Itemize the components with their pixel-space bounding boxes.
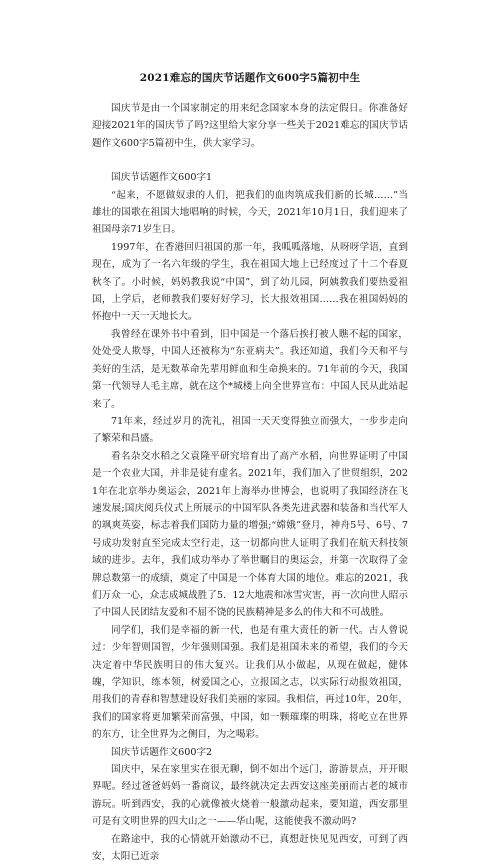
section-1-heading: 国庆节话题作文600字1 [111,172,213,184]
intro-paragraph: 国庆节是由一个国家制定的用来纪念国家本身的法定假日。你准备好迎接2021年的国庆节了吗?这里给大家分享一些关于2021难忘的国庆节话题作文600字5篇初中生，供大家学习。 [92,103,408,149]
body-paragraph: “起来，不愿做奴隶的人们，把我们的血肉筑成我们新的长城……”当雄壮的国歌在祖国大地唱响的时候，今天，2021年10月1日，我们迎来了祖国母亲71岁生日。 [92,189,408,236]
body-paragraph: 看名杂交水稻之父袁隆平研究培育出了高产水稻，向世界证明了中国是一个农业大国，并非是徒有虚名。2021年，我们加入了世贸组织，2021年在北京举办奥运会，2021年上海举办世博会，也说明了我国经济在飞速发展;国庆阅兵仪式上所展示的中国军队各类先进武器和装备和当代军人的飒爽英姿，标志着我们国防力量的增强;“嫦娥”登月，神舟5号、6号、7号成功发射直至完成太空行走，这一切都向世人证明了我们在航天科技领域的进步。去年，我们成功举办了举世瞩目的奥运会，并第一次取得了金牌总数第一的成绩，奠定了中国是一个体育大国的地位。难忘的2021，我们万众一心，众志成城战胜了5．12大地震和冰雪灾害，再一次向世人昭示了中国人民团结友爱和不屈不饶的民族精神是多么的伟大和不可战胜。 [92,450,408,619]
body-paragraph: 1997年，在香港回归祖国的那一年，我呱呱落地，从呀呀学语，直到现在，成为了一名六年级的学生，我在祖国大地上已经度过了十二个春夏秋冬了。小时候，妈妈教我说“中国”，到了幼儿园，阿姨教我们要热爱祖国，上学后，老师教我们要好好学习，长大报效祖国……我在祖国妈妈的怀抱中一天一天地长大。 [92,241,408,323]
body-paragraph: 在路途中，我的心情就开始激动不已，真想赶快见见西安，可到了西安，太阳已近亲 [92,833,408,863]
body-paragraph: 同学们，我们是幸福的新一代，也是有重大责任的新一代。古人曾说过：少年智则国智，少年强则国强。我们是祖国未来的希望，我们的今天决定着中华民族明日的伟大复兴。让我们从小做起，从现在做起，健体魄，学知识，练本领，树爱国之心，立报国之志，以实际行动报效祖国，用我们的青春和智慧建设好我们美丽的家园。我相信，再过10年，20年，我们的国家将更加繁荣而富强，中国，如一颗璀璨的明珠，将屹立在世界的东方，让全世界为之侧目，为之喝彩。 [92,624,408,741]
document-title: 2021难忘的国庆节话题作文600字5篇初中生 [139,72,361,84]
section-2-heading: 国庆节话题作文600字2 [111,746,213,758]
body-paragraph: 71年来，经过岁月的洗礼，祖国一天天变得独立而强大，一步步走向了繁荣和昌盛。 [92,415,408,445]
body-paragraph: 国庆中，呆在家里实在很无聊，倒不如出个远门，游游景点，开开眼界呢。经过爸爸妈妈一番商议，最终就决定去西安这座美丽而古老的城市游玩。听到西安，我的心就像被火烧着一般激动起来，要知道，西安那里可是有文明世界的四大山之一——华山呢，这能使我不激动吗? [92,764,408,828]
body-paragraph: 我曾经在课外书中看到，旧中国是一个落后挨打被人瞧不起的国家，处处受人欺辱，中国人还被称为“东亚病夫”。我还知道，我们今天和平与美好的生活，是无数革命先辈用鲜血和生命换来的。71年前的今天，我国第一代领导人毛主席，就在这个*城楼上向全世界宣布：中国人民从此站起来了。 [92,328,408,410]
